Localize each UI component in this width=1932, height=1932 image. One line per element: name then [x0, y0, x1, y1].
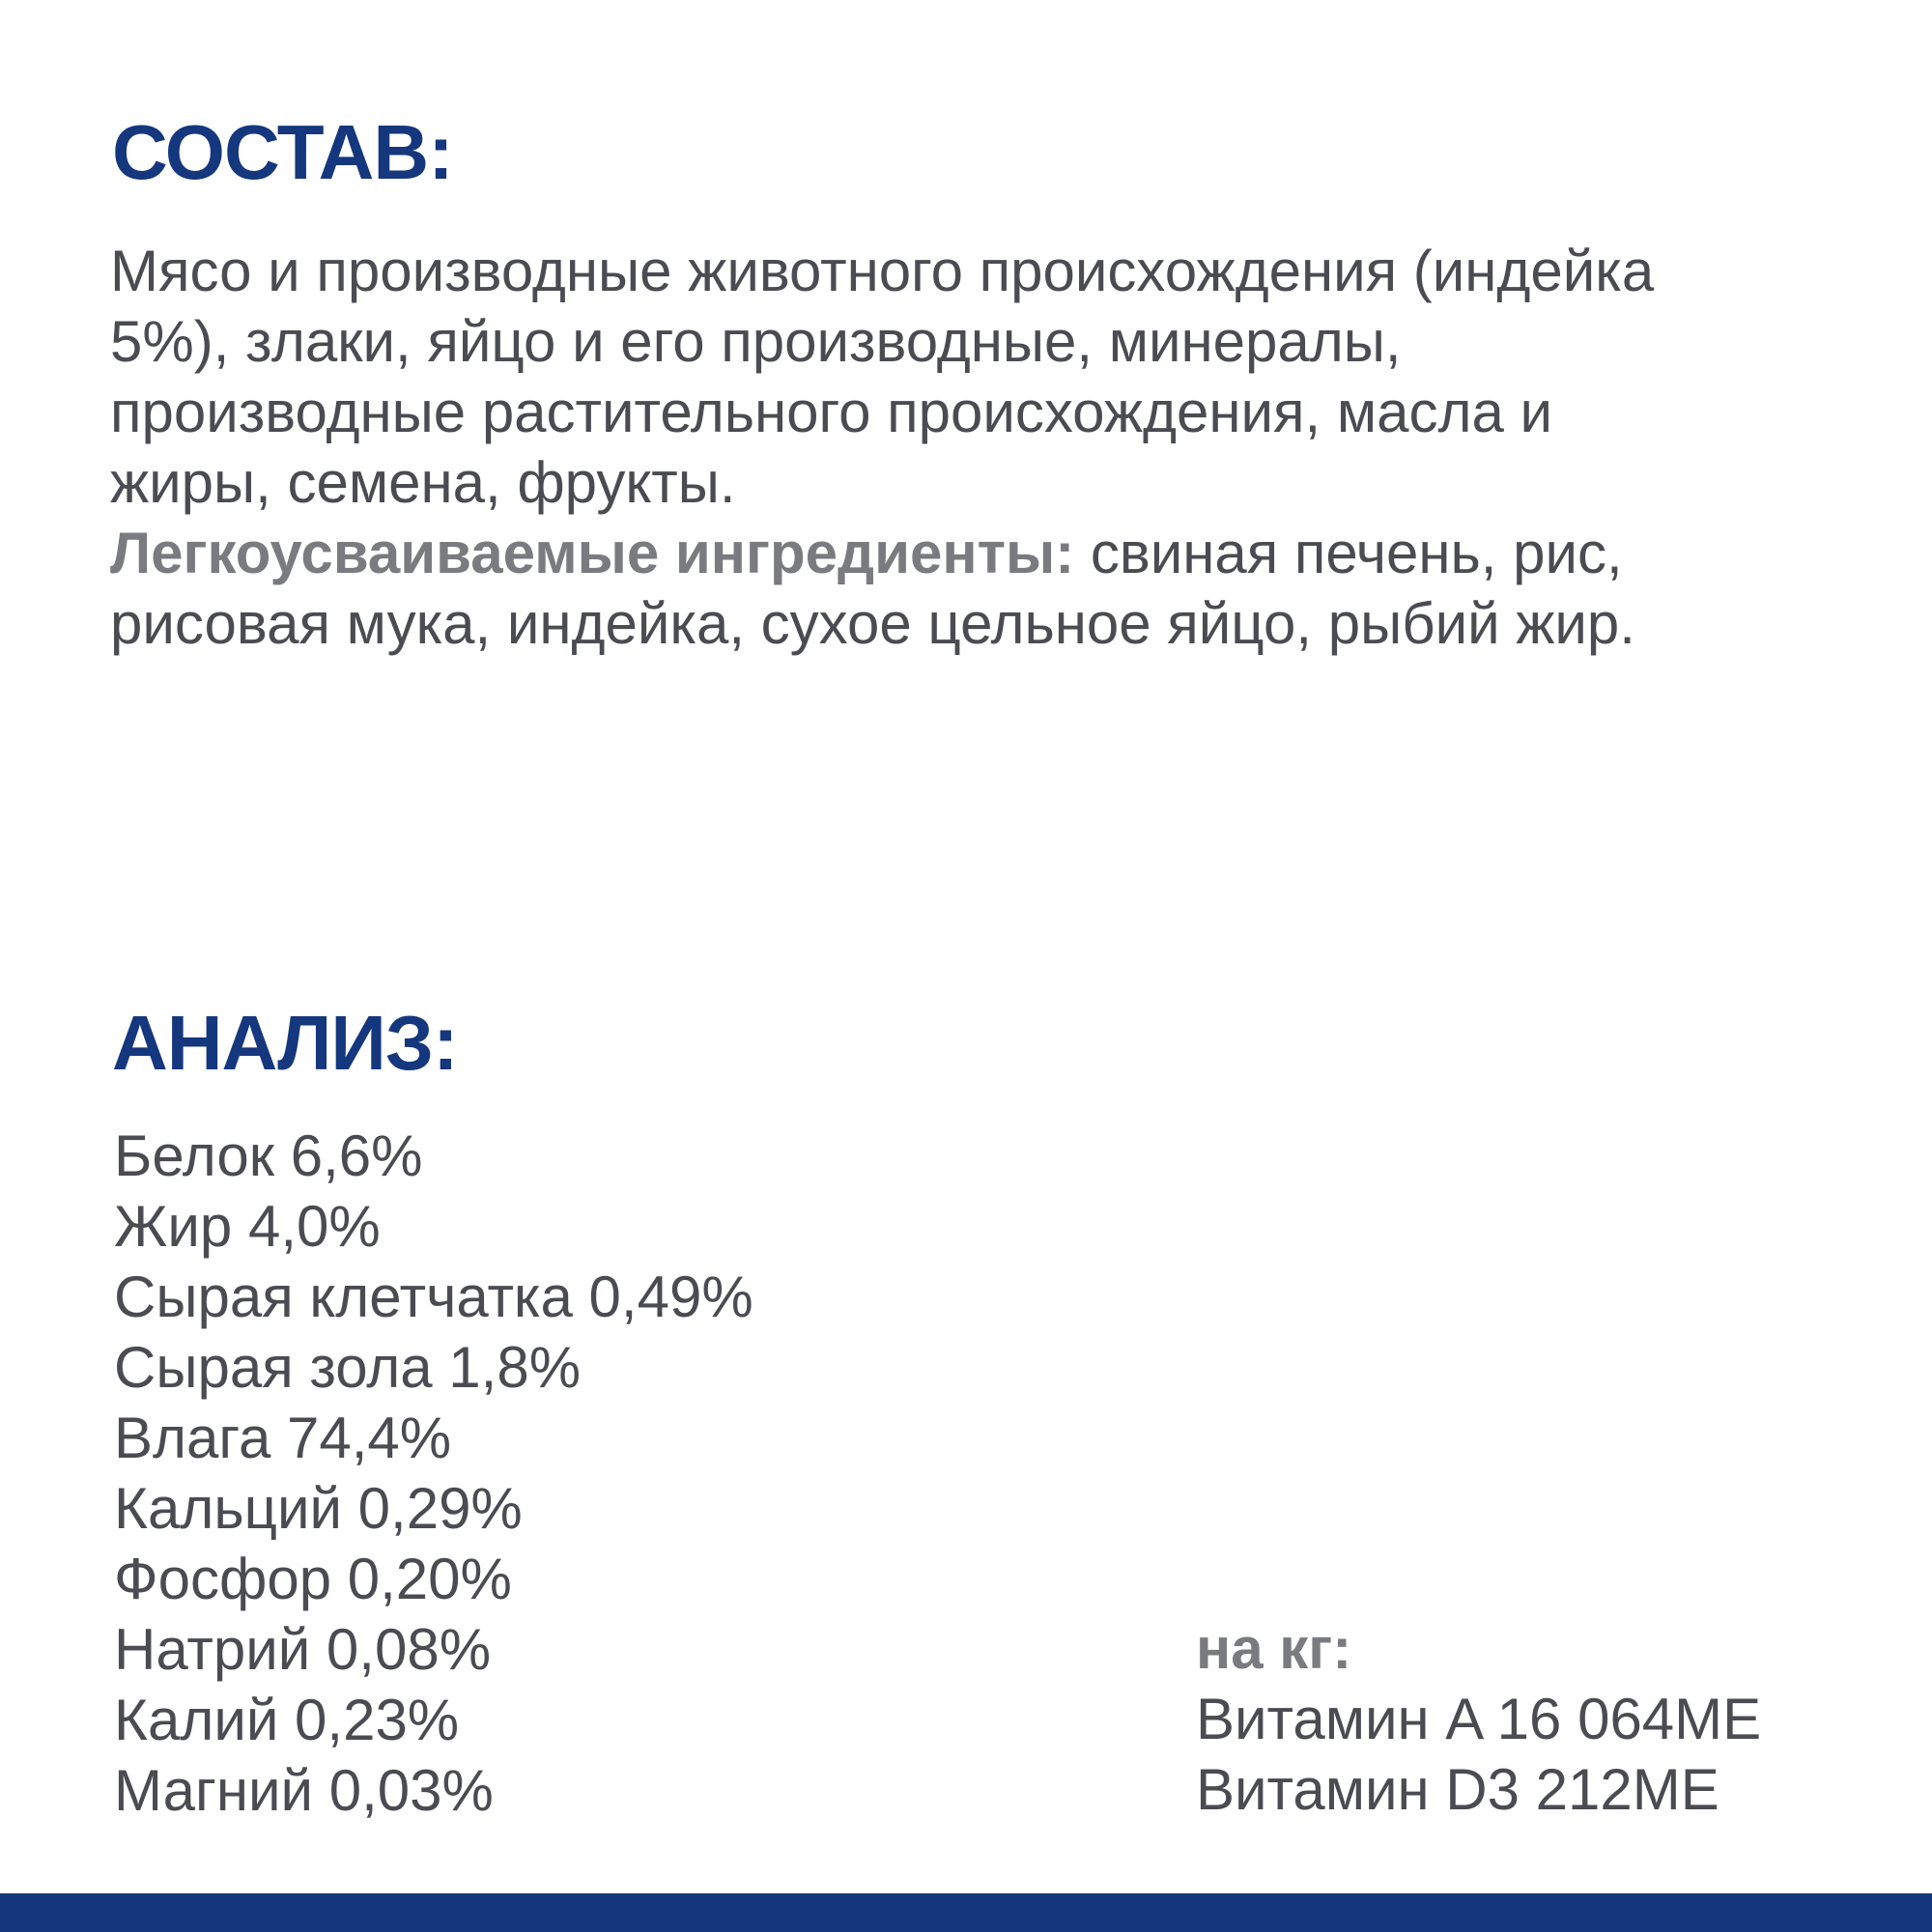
composition-line: Мясо и производные животного происхождения (индейка — [110, 239, 1655, 303]
composition-line: 5%), злаки, яйцо и его производные, минералы, — [110, 309, 1402, 374]
easy-digestible-text: свиная печень, рис, — [1074, 521, 1623, 585]
bottom-accent-bar — [0, 1893, 1932, 1932]
composition-line: жиры, семена, фрукты. — [110, 450, 736, 515]
analysis-item: Фосфор 0,20% — [114, 1547, 512, 1611]
per-kg-label: на кг: — [1196, 1616, 1352, 1681]
analysis-item: Влага 74,4% — [114, 1406, 452, 1470]
analysis-item: Калий 0,23% — [114, 1688, 460, 1752]
vitamin-d3: Витамин D3 212МЕ — [1196, 1757, 1719, 1822]
per-kg-block — [1196, 1613, 1761, 1825]
analysis-item: Сырая зола 1,8% — [114, 1335, 582, 1400]
composition-heading: СОСТАВ: — [112, 109, 453, 195]
easy-digestible-line-2: рисовая мука, индейка, сухое цельное яйцо, рыбий жир. — [110, 591, 1635, 656]
analysis-heading: АНАЛИЗ: — [112, 1000, 458, 1086]
easy-digestible-line — [110, 518, 1849, 588]
analysis-item: Натрий 0,08% — [114, 1617, 492, 1682]
composition-line: производные растительного происхождения, масла и — [110, 380, 1553, 444]
composition-text — [110, 236, 1849, 659]
analysis-item: Кальций 0,29% — [114, 1476, 523, 1541]
analysis-item: Жир 4,0% — [114, 1194, 381, 1259]
analysis-list — [114, 1121, 753, 1826]
vitamin-a: Витамин A 16 064МЕ — [1196, 1687, 1762, 1751]
analysis-item: Сырая клетчатка 0,49% — [114, 1264, 753, 1329]
analysis-item: Белок 6,6% — [114, 1123, 423, 1188]
analysis-item: Магний 0,03% — [114, 1758, 494, 1823]
easy-digestible-label: Легкоусваиваемые ингредиенты: — [110, 521, 1075, 585]
